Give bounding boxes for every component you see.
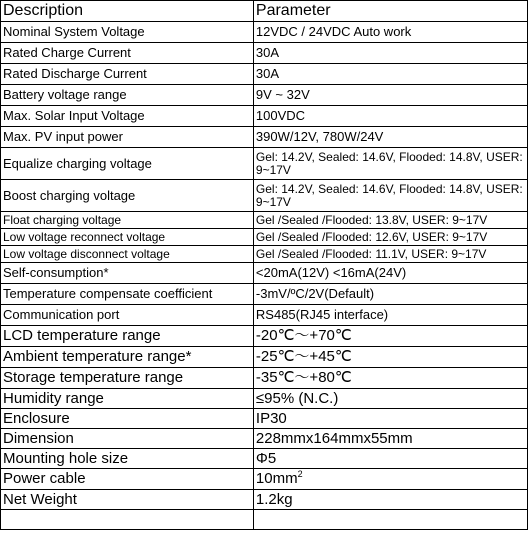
table-row	[1, 180, 528, 212]
row-value: Φ5	[253, 449, 527, 469]
row-value: 30A	[253, 64, 527, 85]
table-row	[1, 490, 528, 510]
row-value: Gel: 14.2V, Sealed: 14.6V, Flooded: 14.8V, USER: 9~17V	[253, 148, 527, 180]
row-label: Nominal System Voltage	[1, 22, 254, 43]
row-value-text: 10mm	[255, 470, 298, 488]
table-row	[1, 246, 528, 263]
row-label: Storage temperature range	[1, 368, 254, 389]
row-label	[1, 510, 254, 530]
row-label: Battery voltage range	[1, 85, 254, 106]
table-row	[1, 409, 528, 429]
row-value: Gel /Sealed /Flooded: 11.1V, USER: 9~17V	[253, 246, 527, 263]
row-value: 30A	[253, 43, 527, 64]
row-value: -20℃～+70℃	[253, 326, 527, 347]
row-label: Equalize charging voltage	[1, 148, 254, 180]
table-row	[1, 229, 528, 246]
table-row	[1, 106, 528, 127]
row-label: Low voltage disconnect voltage	[1, 246, 254, 263]
row-value: -25℃～+45℃	[253, 347, 527, 368]
row-label: Max. PV input power	[1, 127, 254, 148]
row-label: Float charging voltage	[1, 212, 254, 229]
table-row	[1, 389, 528, 409]
table-row	[1, 263, 528, 284]
row-value: <20mA(12V) <16mA(24V)	[253, 263, 527, 284]
row-value: 100VDC	[253, 106, 527, 127]
row-label: Low voltage reconnect voltage	[1, 229, 254, 246]
table-row	[1, 43, 528, 64]
row-label: Dimension	[1, 429, 254, 449]
row-value: 12VDC / 24VDC Auto work	[253, 22, 527, 43]
table-row	[1, 64, 528, 85]
row-value	[253, 469, 527, 490]
table-row	[1, 127, 528, 148]
row-label: Self-consumption*	[1, 263, 254, 284]
table-row	[1, 85, 528, 106]
header-description: Description	[1, 1, 254, 22]
table-row	[1, 469, 528, 490]
row-label: Rated Discharge Current	[1, 64, 254, 85]
row-label: Enclosure	[1, 409, 254, 429]
row-label: Communication port	[1, 305, 254, 326]
row-label: Boost charging voltage	[1, 180, 254, 212]
row-label: Mounting hole size	[1, 449, 254, 469]
table-row	[1, 305, 528, 326]
row-value: 9V ~ 32V	[253, 85, 527, 106]
row-label: Net Weight	[1, 490, 254, 510]
table-row	[1, 429, 528, 449]
row-value: -3mV/ºC/2V(Default)	[253, 284, 527, 305]
row-value: 1.2kg	[253, 490, 527, 510]
row-value: 228mmx164mmx55mm	[253, 429, 527, 449]
row-label: Max. Solar Input Voltage	[1, 106, 254, 127]
table-row	[1, 347, 528, 368]
table-header-row	[1, 1, 528, 22]
row-value: ≤95% (N.C.)	[253, 389, 527, 409]
row-label: Humidity range	[1, 389, 254, 409]
table-row	[1, 449, 528, 469]
row-label: Power cable	[1, 469, 254, 490]
table-row	[1, 326, 528, 347]
row-label: Ambient temperature range*	[1, 347, 254, 368]
row-label: LCD temperature range	[1, 326, 254, 347]
header-parameter: Parameter	[253, 1, 527, 22]
row-value: RS485(RJ45 interface)	[253, 305, 527, 326]
table-row	[1, 22, 528, 43]
table-row	[1, 212, 528, 229]
table-row	[1, 284, 528, 305]
row-label: Rated Charge Current	[1, 43, 254, 64]
row-value: Gel: 14.2V, Sealed: 14.6V, Flooded: 14.8V, USER: 9~17V	[253, 180, 527, 212]
row-label: Temperature compensate coefficient	[1, 284, 254, 305]
table-row	[1, 368, 528, 389]
row-value: -35℃～+80℃	[253, 368, 527, 389]
row-value: IP30	[253, 409, 527, 429]
row-value: 390W/12V, 780W/24V	[253, 127, 527, 148]
superscript: 2	[297, 469, 303, 480]
row-value: Gel /Sealed /Flooded: 13.8V, USER: 9~17V	[253, 212, 527, 229]
table-row	[1, 148, 528, 180]
row-value: Gel /Sealed /Flooded: 12.6V, USER: 9~17V	[253, 229, 527, 246]
table-row-empty	[1, 510, 528, 530]
row-value	[253, 510, 527, 530]
